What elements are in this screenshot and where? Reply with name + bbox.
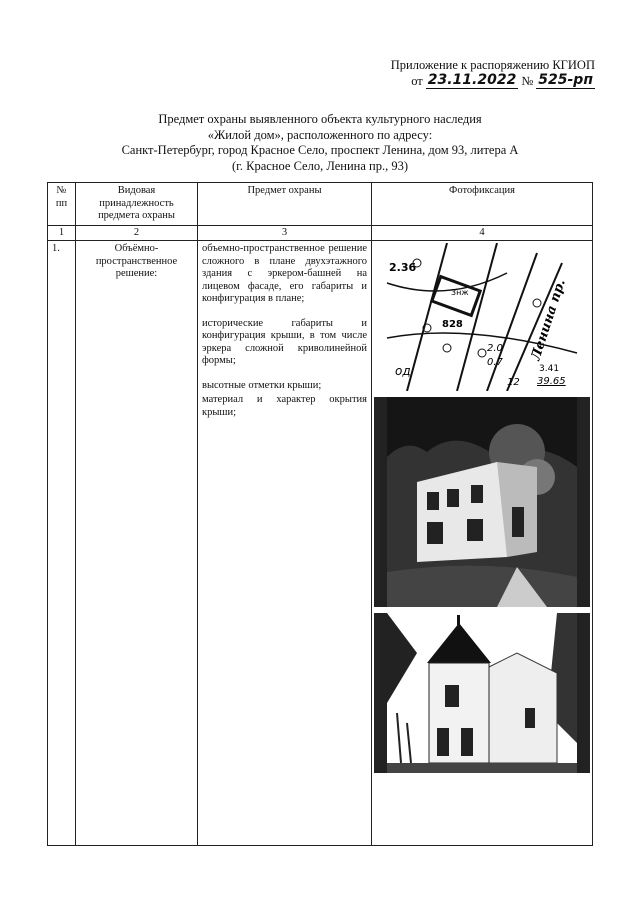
- appendix-header: [365, 58, 595, 89]
- appendix-date-line: [365, 73, 595, 89]
- col-number-3: 3: [198, 225, 372, 241]
- header-num: № пп: [48, 183, 76, 226]
- map-label: 3нж: [451, 288, 469, 297]
- map-label: 2.36: [389, 261, 417, 274]
- row-number: 1.: [48, 241, 76, 846]
- map-label: 3.41: [539, 364, 560, 374]
- protection-item: материал и характер окрытия крыши;: [202, 394, 367, 418]
- building-photo-tower: [374, 613, 590, 773]
- title-line-4: (г. Красное Село, Ленина пр., 93): [231, 158, 408, 173]
- col-number-1: 1: [48, 225, 76, 241]
- protection-item: объемно-пространственное решение сложного в плане двухэтажного здания с эркером-башней на лицевом фасаде, его габариты и конфигурация в плане;: [202, 243, 367, 304]
- map-label: 39.65: [537, 376, 566, 387]
- map-label: 828: [442, 319, 463, 330]
- map-label: 12: [507, 377, 520, 388]
- title-line-1: Предмет охраны выявленного объекта культурного наследия: [158, 112, 482, 126]
- document-title: [60, 112, 580, 174]
- col-number-2: 2: [76, 225, 198, 241]
- row-photos: [372, 241, 593, 846]
- map-street-label: Ленина пр.: [528, 277, 569, 363]
- header-category: Видовая принадлежность предмета охраны: [76, 183, 198, 226]
- date-prefix: от: [411, 74, 423, 88]
- protection-item: исторические габариты и конфигурация крыши, в том числе эркера сложной криволинейной формы;: [202, 317, 367, 366]
- title-line-3: Санкт-Петербург, город Красное Село, проспект Ленина, дом 93, литера А: [121, 143, 519, 157]
- protection-item: высотные отметки крыши;: [202, 379, 322, 391]
- appendix-title: Приложение к распоряжению КГИОП: [390, 58, 595, 72]
- map-label: од: [395, 364, 411, 378]
- row-category: Объёмно-пространственное решение:: [76, 241, 198, 846]
- table-header-row: [48, 183, 593, 226]
- col-number-4: 4: [372, 225, 593, 241]
- table-row: [48, 241, 593, 846]
- header-subject: Предмет охраны: [198, 183, 372, 226]
- header-photo: Фотофиксация: [372, 183, 593, 226]
- number-prefix: №: [521, 74, 534, 88]
- row-protection-items: [198, 241, 372, 846]
- site-map-image: [374, 243, 590, 391]
- building-photo-front: [374, 397, 590, 607]
- handwritten-date: 23.11.2022: [427, 72, 517, 88]
- map-label: 0.7: [487, 357, 503, 368]
- protection-table: [47, 182, 593, 846]
- column-number-row: [48, 225, 593, 241]
- title-line-2: «Жилой дом», расположенного по адресу:: [207, 127, 433, 142]
- map-label: 2.0: [487, 343, 503, 354]
- handwritten-number: 525-рп: [538, 72, 593, 88]
